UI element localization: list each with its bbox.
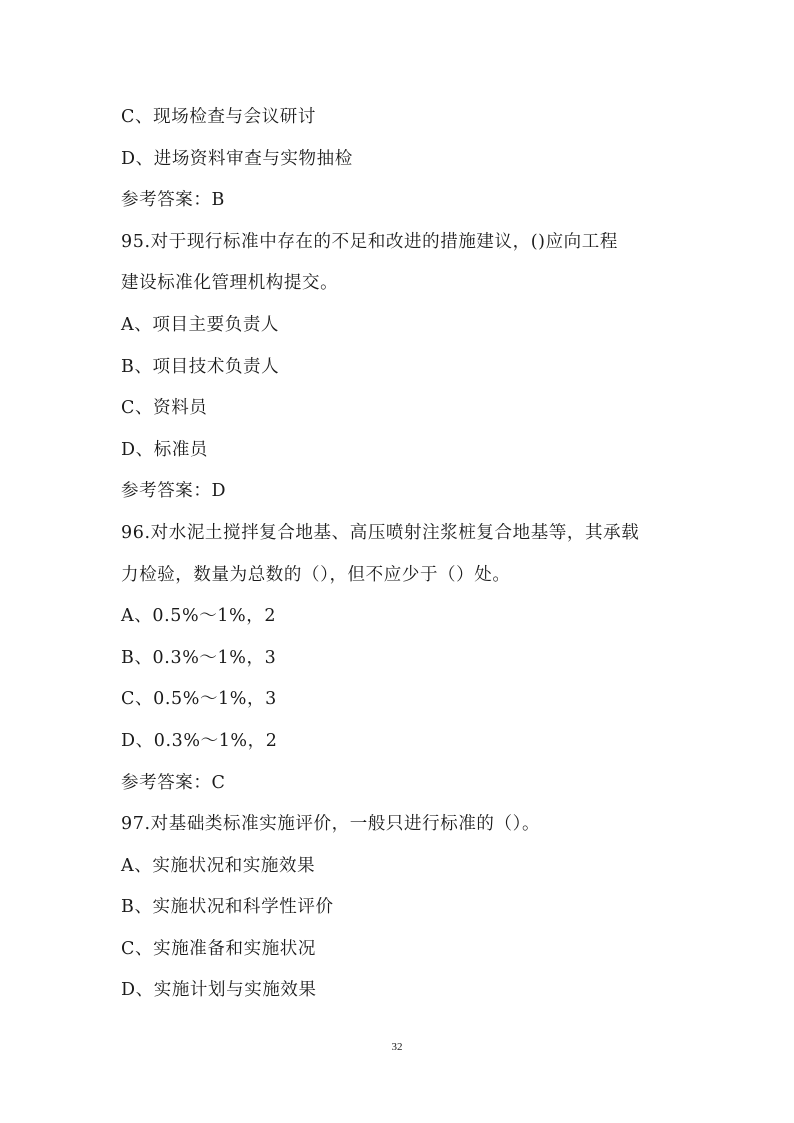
option-a-q95: A、项目主要负责人 — [121, 314, 280, 335]
question-96-line-2: 力检验，数量为总数的（），但不应少于（）处。 — [121, 564, 511, 585]
option-d-q95: D、标准员 — [121, 439, 209, 460]
option-d-q94: D、进场资料审查与实物抽检 — [121, 148, 353, 169]
answer-q96: 参考答案：C — [121, 772, 226, 793]
answer-q95: 参考答案：D — [121, 481, 227, 502]
question-95-line-2: 建设标准化管理机构提交。 — [121, 273, 339, 294]
option-c-q95: C、资料员 — [121, 398, 208, 419]
question-95-line-1: 95.对于现行标准中存在的不足和改进的措施建议，()应向工程 — [121, 231, 618, 252]
option-a-q97: A、实施状况和实施效果 — [121, 855, 316, 876]
question-96-line-1: 96.对水泥土搅拌复合地基、高压喷射注浆桩复合地基等，其承载 — [121, 522, 640, 543]
answer-q94: 参考答案：B — [121, 190, 225, 211]
option-c-q96: C、0.5%～1%，3 — [121, 689, 277, 710]
option-d-q96: D、0.3%～1%，2 — [121, 730, 278, 751]
option-c-q94: C、现场检查与会议研讨 — [121, 107, 316, 127]
page-number: 32 — [391, 1041, 403, 1053]
option-b-q95: B、项目技术负责人 — [121, 356, 280, 377]
option-a-q96: A、0.5%～1%，2 — [121, 606, 277, 627]
question-text-block — [121, 97, 681, 1012]
option-d-q97: D、实施计划与实施效果 — [121, 980, 317, 1001]
question-97-line-1: 97.对基础类标准实施评价，一般只进行标准的（）。 — [121, 814, 541, 835]
option-b-q96: B、0.3%～1%，3 — [121, 647, 277, 668]
option-c-q97: C、实施准备和实施状况 — [121, 938, 316, 959]
option-b-q97: B、实施状况和科学性评价 — [121, 897, 334, 918]
